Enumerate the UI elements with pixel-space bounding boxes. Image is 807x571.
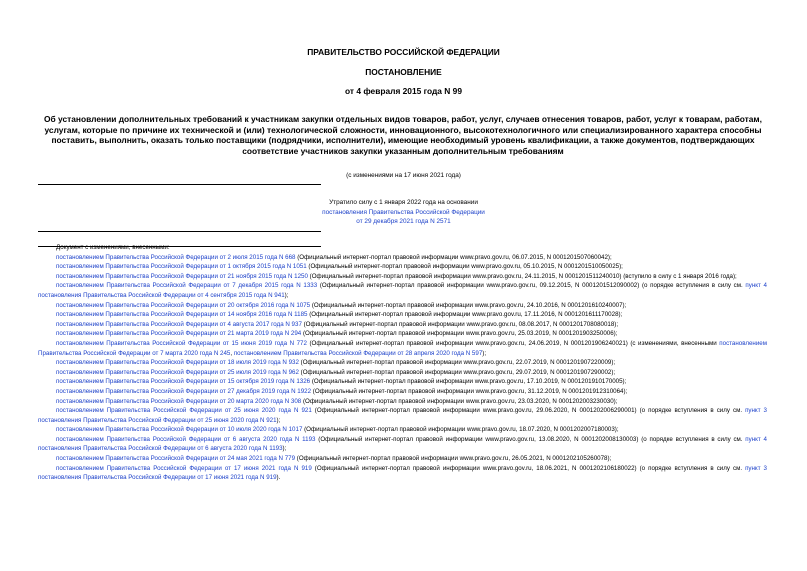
amendment-link[interactable]: постановлением Правительства Российской Федерации от 17 июня 2021 года N 919 (56, 464, 312, 472)
amendment-item (38, 329, 767, 339)
amendment-text: (Официальный интернет-портал правовой информации www.pravo.gov.ru, 24.10.2016, N 0001201610240007); (310, 301, 627, 309)
document-title: Об установлении дополнительных требований к участникам закупки отдельных видов товаров, работ, услуг, случаев отнесения товаров, работ, услуг к товарам, работам, услугам, которые по причине их технической и (или) технологической сложности, инновационного, высокотехнологичного или специализированного характера способны поставить, выполнить, оказать только поставщики (подрядчики, исполнители), имеющие необходимый уровень квалификации, а также документов, подтверждающих соответствие участников закупки указанным дополнительным требованиям (44, 114, 762, 156)
amendment-item (38, 339, 767, 358)
amendment-item (38, 377, 767, 387)
amendment-text: (Официальный интернет-портал правовой информации www.pravo.gov.ru, 31.12.2019, N 0001201912310064); (311, 387, 628, 395)
amendment-text: (Официальный интернет-портал правовой информации www.pravo.gov.ru, 26.05.2021, N 0001202105260078); (295, 455, 612, 463)
amendment-item (38, 368, 767, 378)
amendment-link[interactable]: постановлением Правительства Российской Федерации от 15 июня 2019 года N 772 (56, 339, 307, 347)
amendment-link[interactable]: постановлением Правительства Российской Федерации от 1 октября 2015 года N 1051 (56, 263, 307, 271)
repeal-decree-date-link[interactable]: от 29 декабря 2021 года N 2571 (356, 218, 451, 225)
amendment-item (38, 454, 767, 464)
amendments-lead: Документ с изменениями, внесенными: (56, 244, 170, 251)
amendment-text: (Официальный интернет-портал правовой информации www.pravo.gov.ru, 08.08.2017, N 0001201708080018); (301, 320, 619, 328)
amendment-text: (Официальный интернет-портал правовой информации www.pravo.gov.ru, 05.10.2015, N 0001201510050025); (306, 263, 623, 271)
amendment-text: (Официальный интернет-портал правовой информации www.pravo.gov.ru, 23.03.2020, N 0001202003230030); (301, 397, 618, 405)
changed-note: (с изменениями на 17 июня 2021 года) (346, 172, 461, 179)
amendment-item (38, 397, 767, 407)
amendment-item (38, 406, 767, 425)
amendment-item (38, 320, 767, 330)
amendment-ref-link[interactable]: пункт 3 постановления Правительства Российской Федерации от 25 июня 2020 года N 921 (38, 407, 767, 424)
amendment-link[interactable]: постановлением Правительства Российской Федерации от 7 декабря 2015 года N 1333 (56, 282, 318, 290)
amendment-item (38, 281, 767, 300)
amendment-link[interactable]: постановлением Правительства Российской Федерации от 18 июля 2019 года N 932 (56, 359, 299, 367)
amendment-text: (Официальный интернет-портал правовой информации www.pravo.gov.ru, 22.07.2019, N 0001201907220009); (298, 359, 616, 367)
amendments-items (38, 253, 767, 483)
amendment-link[interactable]: постановлением Правительства Российской Федерации от 2 июля 2015 года N 668 (56, 253, 296, 261)
amendment-ref-link[interactable]: пункт 4 постановления Правительства Российской Федерации от 4 сентября 2015 года N 941 (38, 282, 767, 299)
amendment-text: ); (282, 445, 287, 453)
amendment-item (38, 387, 767, 397)
amendment-text: (Официальный интернет-портал правовой информации www.pravo.gov.ru, 18.06.2021, N 0001202106180022) (о порядке вступления в силу см. (311, 464, 746, 472)
amendment-item (38, 358, 767, 368)
amendments-list (38, 243, 767, 483)
amendment-text: (Официальный интернет-портал правовой информации www.pravo.gov.ru, 25.03.2019, N 0001201903250006); (301, 330, 618, 338)
amendment-link[interactable]: постановлением Правительства Российской Федерации от 25 июля 2019 года N 962 (56, 368, 299, 376)
amendment-text: ); (284, 291, 289, 299)
amendment-link[interactable]: постановлением Правительства Российской Федерации от 25 июня 2020 года N 921 (56, 407, 312, 415)
amendment-text: (Официальный интернет-портал правовой информации www.pravo.gov.ru, 13.08.2020, N 0001202008130003) (о порядке вступления в силу см. (315, 435, 746, 443)
amendment-link[interactable]: постановлением Правительства Российской Федерации от 4 августа 2017 года N 937 (56, 320, 302, 328)
amendment-item (38, 262, 767, 272)
amendment-text: ). (276, 474, 281, 482)
amendment-link[interactable]: постановлением Правительства Российской Федерации от 21 ноября 2015 года N 1250 (56, 272, 308, 280)
amendment-item (38, 464, 767, 483)
government-heading: ПРАВИТЕЛЬСТВО РОССИЙСКОЙ ФЕДЕРАЦИИ (307, 47, 500, 57)
amendment-link[interactable]: постановлением Правительства Российской Федерации от 27 декабря 2019 года N 1922 (56, 387, 312, 395)
amendment-ref-link[interactable]: постановлением Правительства Российской Федерации от 28 апреля 2020 года N 597 (233, 349, 483, 357)
amendment-text: (Официальный интернет-портал правовой информации www.pravo.gov.ru, 17.11.2016, N 0001201611170028); (307, 311, 623, 319)
amendment-link[interactable]: постановлением Правительства Российской Федерации от 21 марта 2019 года N 294 (56, 330, 302, 338)
amendment-text: (Официальный интернет-портал правовой информации www.pravo.gov.ru, 06.07.2015, N 0001201507060042); (295, 253, 612, 261)
amendment-item (38, 301, 767, 311)
divider-middle (38, 231, 321, 232)
amendment-text: (Официальный интернет-портал правовой информации www.pravo.gov.ru, 29.07.2019, N 0001201907290002); (298, 368, 616, 376)
amendment-text: ); (276, 416, 281, 424)
document-type-heading: ПОСТАНОВЛЕНИЕ (365, 67, 442, 77)
amendment-text: (Официальный интернет-портал правовой информации www.pravo.gov.ru, 18.07.2020, N 0001202007180003); (302, 426, 619, 434)
amendment-text: (Официальный интернет-портал правовой информации www.pravo.gov.ru, 24.11.2015, N 0001201511240010) (вступило в силу с 1 января 2016 года); (307, 272, 737, 280)
amendment-item (38, 435, 767, 454)
lost-force-text: Утратило силу с 1 января 2022 года на основании (329, 199, 478, 206)
amendment-link[interactable]: постановлением Правительства Российской Федерации от 20 октября 2016 года N 1075 (56, 301, 311, 309)
amendment-ref-link[interactable]: пункт 3 постановления Правительства Российской Федерации от 17 июня 2021 года N 919 (38, 464, 767, 482)
amendment-link[interactable]: постановлением Правительства Российской Федерации от 10 июля 2020 года N 1017 (56, 426, 303, 434)
amendment-link[interactable]: постановлением Правительства Российской Федерации от 15 октября 2019 года N 1326 (56, 378, 311, 386)
amendment-ref-link[interactable]: постановлением Правительства Российской Федерации от 7 марта 2020 года N 245 (38, 339, 767, 357)
amendment-text: , (230, 349, 234, 357)
amendment-link[interactable]: постановлением Правительства Российской Федерации от 20 марта 2020 года N 308 (56, 397, 302, 405)
amendment-text: (Официальный интернет-портал правовой информации www.pravo.gov.ru, 09.12.2015, N 0001201512090002) (о порядке вступления в силу см. (317, 282, 746, 290)
amendment-text: (Официальный интернет-портал правовой информации www.pravo.gov.ru, 24.06.2019, N 0001201906240021) (с изменениями, внесенными (306, 339, 720, 347)
amendment-item (38, 310, 767, 320)
amendment-link[interactable]: постановлением Правительства Российской Федерации от 24 мая 2021 года N 779 (56, 455, 296, 463)
amendment-item (38, 272, 767, 282)
amendment-text: ); (482, 349, 487, 357)
amendment-item (38, 253, 767, 263)
amendment-text: (Официальный интернет-портал правовой информации www.pravo.gov.ru, 29.06.2020, N 0001202006290001) (о порядке вступления в силу см. (311, 407, 746, 415)
amendment-link[interactable]: постановлением Правительства Российской Федерации от 6 августа 2020 года N 1193 (56, 435, 316, 443)
divider-top (38, 184, 321, 185)
lost-force-notice (0, 198, 807, 227)
amendment-link[interactable]: постановлением Правительства Российской Федерации от 14 ноября 2016 года N 1185 (56, 311, 308, 319)
repeal-decree-link[interactable]: постановления Правительства Российской Федерации (322, 208, 485, 216)
document-date-number: от 4 февраля 2015 года N 99 (345, 86, 462, 96)
amendment-item (38, 425, 767, 435)
amendment-text: (Официальный интернет-портал правовой информации www.pravo.gov.ru, 17.10.2019, N 0001201910170005); (310, 378, 627, 386)
amendment-ref-link[interactable]: пункт 4 постановления Правительства Российской Федерации от 6 августа 2020 года N 1193 (38, 435, 767, 453)
